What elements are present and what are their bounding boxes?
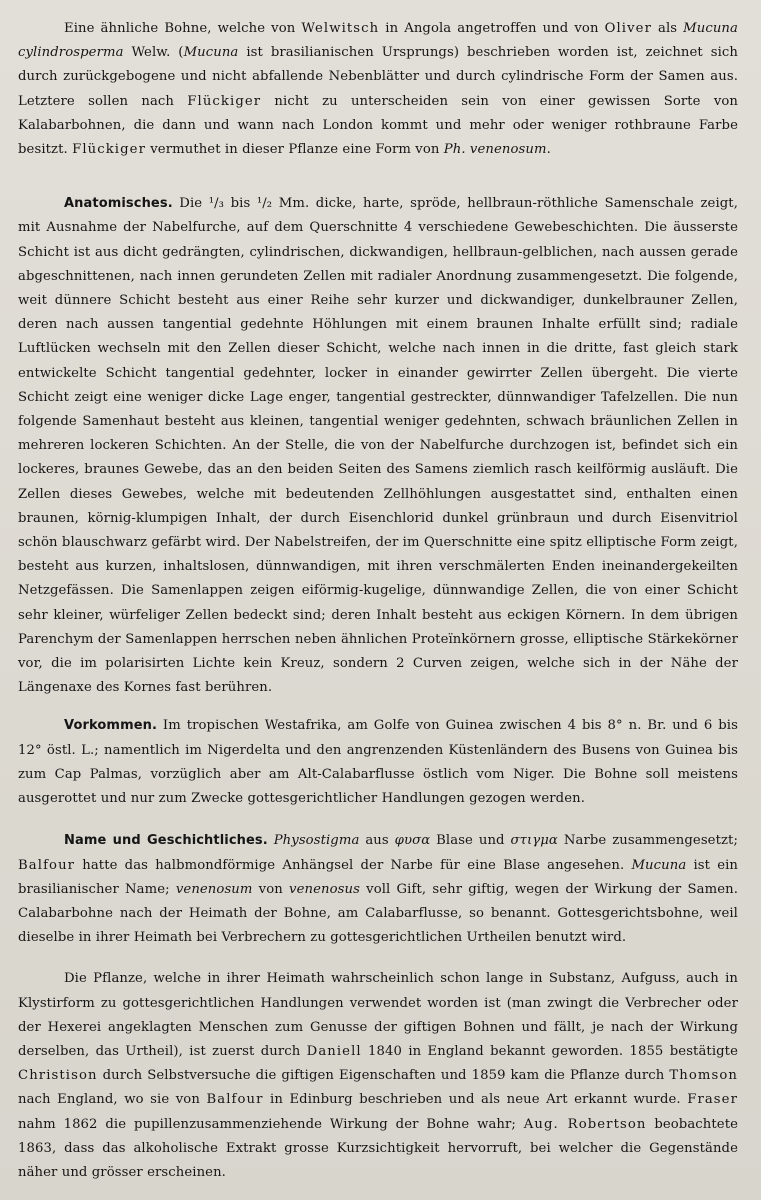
text: von	[252, 881, 290, 897]
author-thomson: Thomson	[669, 1068, 738, 1084]
section-heading-name-history: Name und Geschichtliches.	[64, 833, 268, 849]
text: in Angola angetroffen und von	[379, 21, 605, 36]
author-daniell: Daniell	[306, 1043, 362, 1059]
text: als	[651, 21, 684, 36]
text: beobachtete 1863, dass das alkoholische Extrakt grosse Kurzsichtigkeit hervorruft, bei welcher die Gegenstände näher und grösser erscheinen.	[18, 1116, 738, 1180]
text: Blase und	[430, 833, 511, 849]
paragraph-anatomy	[18, 192, 738, 700]
text: in Edinburg beschrieben und als neue Art erkannt wurde.	[263, 1092, 688, 1108]
author-fraser: Fraser	[687, 1092, 738, 1108]
text: Narbe zusammengesetzt;	[557, 833, 738, 849]
text: Im tropischen Westafrika, am Golfe von Guinea zwischen 4 bis 8° n. Br. und 6 bis 12° östl. L.; namentlich im Nigerdelta und den angrenzenden Küstenländern des Busens von Guinea bis zum Cap Palmas, vorzüglich aber am Alt-Calabarflusse östlich vom Niger. Die Bohne soll meistens ausgerottet und nur zum Zwecke gottesgerichtlicher Handlungen gezogen werden.	[18, 718, 738, 807]
paragraph-similar-bean	[18, 17, 738, 162]
greek-word: φυσα	[394, 833, 431, 849]
author-flueckiger: Flückiger	[187, 93, 262, 109]
author-welwitsch: Welwitsch	[301, 21, 380, 36]
author-christison: Christison	[18, 1068, 98, 1084]
paragraph-history	[18, 967, 738, 1185]
author-balfour: Balfour	[206, 1092, 264, 1108]
author-balfour: Balfour	[18, 857, 76, 873]
text: hatte das halbmondförmige Anhängsel der Narbe für eine Blase angesehen.	[75, 857, 632, 873]
text: Die ¹/₃ bis ¹/₂ Mm. dicke, harte, spröde, hellbraun-röthliche Samenschale zeigt, mit Ausnahme der Nabelfurche, auf dem Querschnitte 4 verschiedene Gewebeschichten. Die äusserste Schicht ist aus dicht gedrängten, cylindrischen, dickwandigen, hellbraun-gelblichen, nach aussen gerade abgeschnittenen, nach innen gerundeten Zellen mit radialer Anordnung zusammengesetzt. Die folgende, weit dünnere Schicht besteht aus einer Reihe sehr kurzer und dickwandiger, dunkelbrauner Zellen, deren nach aussen tangential gedehnte Höhlungen mit einem braunen Inhalte erfüllt sind; radiale Luftlücken wechseln mit den Zellen dieser Schicht, welche nach innen in die dritte, fast gleich stark entwickelte Schicht tangential gedehnter, locker in einander gewirrter Zellen übergeht. Die vierte Schicht zeigt eine weniger dicke Lage enger, tangential gestreckter, dünnwandiger Tafelzellen. Die nun folgende Samenhaut besteht aus kleinen, tangential weniger gedehnten, schwach bräunlichen Zellen in mehreren lockeren Schichten. An der Stelle, die von der Nabelfurche durchzogen ist, befindet sich ein lockeres, braunes Gewebe, das an den beiden Seiten des Samens ziemlich rasch keilförmig ausläuft. Die Zellen dieses Gewebes, welche mit bedeutenden Zellhöhlungen ausgestattet sind, enthalten einen braunen, körnig-klumpigen Inhalt, der durch Eisenchlorid dunkel grünbraun und durch Eisenvitriol schön blauschwarz gefärbt wird. Der Nabelstreifen, der im Querschnitte eine spitz elliptische Form zeigt, besteht aus kurzen, inhaltslosen, dünnwandigen, mit ihren verschmälerten Enden ineinandergekeilten Netzgefässen. Die Samenlappen zeigen eiförmig-kugelige, dünnwandige Zellen, die von einer Schicht sehr kleiner, würfeliger Zellen bedeckt sind; deren Inhalt besteht aus eckigen Körnern. In dem übrigen Parenchym der Samenlappen herrschen neben ähnlichen Proteïnkörnern grosse, elliptische Stärkekörner vor, die im polarisirten Lichte kein Kreuz, sondern 2 Curven zeigen, welche sich in der Nähe der Längenaxe des Kornes fast berühren.	[18, 196, 738, 696]
paragraph-name-history	[18, 829, 738, 950]
species-epithet: venenosum	[175, 881, 253, 897]
species-name: Ph. venenosum	[443, 142, 547, 158]
section-heading-anatomy: Anatomisches.	[64, 196, 173, 212]
text: durch Selbstversuche die giftigen Eigenschaften und 1859 kam die Pflanze durch	[97, 1068, 670, 1084]
text: 1840 in England bekannt geworden. 1855 bestätigte	[361, 1043, 738, 1059]
text: nicht zu unterscheiden sein von einer gewissen Sorte von Kalabarbohnen, die dann und wann nach London kommt und mehr oder weniger rothbraune Farbe besitzt.	[18, 93, 739, 158]
text: ist brasilianischen Ursprungs) beschrieben worden ist, zeichnet sich durch zurückgebogene und nicht abfallende Nebenblätter und durch cylindrische Form der Samen aus. Letztere sollen nach	[18, 45, 738, 109]
author-flueckiger: Flückiger	[72, 142, 146, 158]
text: nach England, wo sie von	[18, 1092, 207, 1108]
section-heading-occurrence: Vorkommen.	[64, 718, 158, 734]
latin-word: venenosus	[289, 881, 360, 897]
text: ist ein brasilianischer Name;	[18, 857, 739, 897]
species-name: Mucuna cylindrosperma	[18, 21, 738, 61]
text: vermuthet in dieser Pflanze eine Form von	[145, 142, 444, 158]
genus-name: Physostigma	[273, 833, 360, 849]
author-oliver: Oliver	[604, 21, 652, 36]
author-robertson: Aug. Robertson	[523, 1116, 647, 1132]
text: Welw. (	[123, 45, 184, 61]
greek-word: στιγμα	[510, 833, 558, 849]
text: nahm 1862 die pupillenzusammenziehende Wirkung der Bohne wahr;	[18, 1116, 524, 1132]
text: .	[546, 142, 551, 158]
paragraph-occurrence	[18, 714, 738, 811]
genus-name: Mucuna	[631, 857, 687, 873]
genus-name: Mucuna	[183, 45, 239, 61]
text: Eine ähnliche Bohne, welche von	[64, 21, 302, 36]
text: aus	[359, 833, 395, 849]
text: voll Gift, sehr giftig, wegen der Wirkung der Samen. Calabarbohne nach der Heimath der Bohne, am Calabarflusse, so benannt. Gottesgerichtsbohne, weil dieselbe in ihrer Heimath bei Verbrechern zu gottesgerichtlichen Urtheilen benutzt wird.	[18, 881, 738, 946]
text: Die Pflanze, welche in ihrer Heimath wahrscheinlich schon lange in Substanz, Aufguss, auch in Klystirform zu gottesgerichtlichen Handlungen verwendet worden ist (man zwingt die Verbrecher oder der Hexerei angeklagten Menschen zum Genusse der giftigen Bohnen und fällt, je nach der Wirkung derselben, das Urtheil), ist zuerst durch	[18, 971, 738, 1059]
